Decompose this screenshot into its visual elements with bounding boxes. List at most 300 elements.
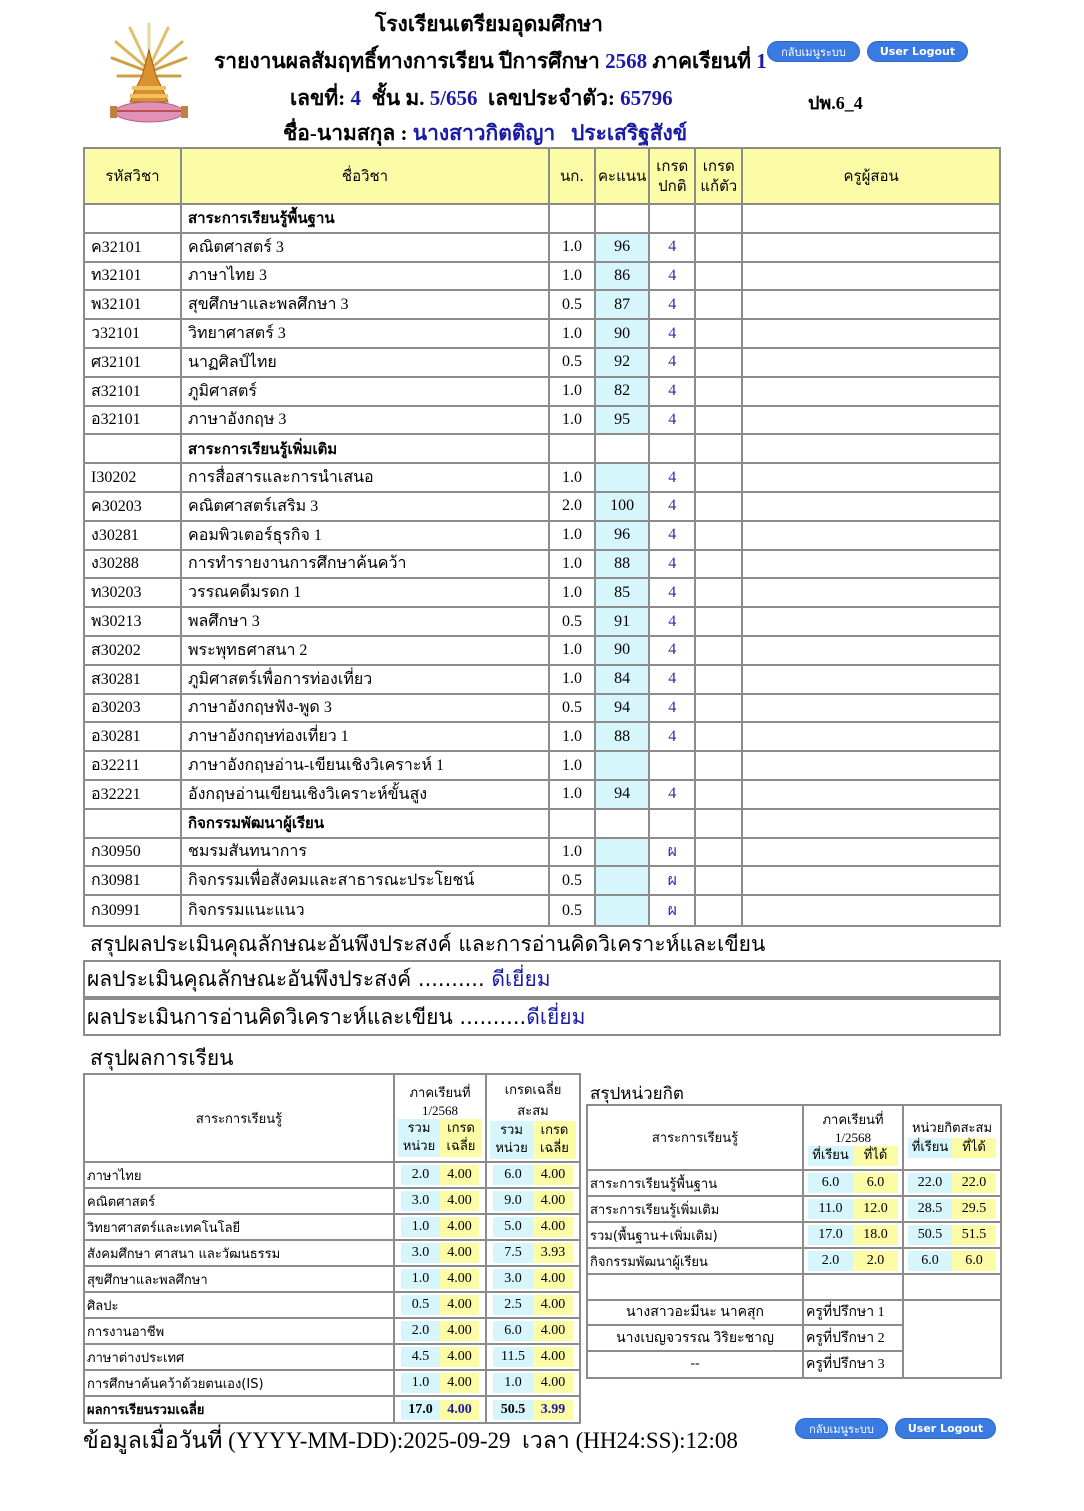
header-grade-normal-2: ปกติ	[658, 177, 687, 195]
subject-name: ภาษาอังกฤษท่องเที่ยว 1	[182, 723, 550, 752]
subject-teacher	[743, 839, 999, 868]
subject-credits: 0.5	[550, 291, 596, 320]
subject-name: ภูมิศาสตร์เพื่อการท่องเที่ยว	[182, 666, 550, 695]
student-number: 4	[350, 86, 361, 110]
subject-grade	[650, 752, 696, 781]
subject-code: ก30950	[85, 839, 182, 868]
credits-cum	[904, 1223, 1000, 1249]
summary-header-term	[395, 1075, 487, 1163]
subject-row	[85, 378, 999, 407]
subject-score: 94	[596, 781, 650, 810]
subject-code: ส30281	[85, 666, 182, 695]
logout-button-bottom[interactable]: User Logout	[895, 1418, 996, 1439]
summary-term-right: 4.00	[440, 1373, 479, 1393]
summary-cum-left: 5.0	[493, 1217, 533, 1237]
credits-term	[804, 1223, 904, 1249]
credits-cum-left: 6.0	[908, 1251, 952, 1271]
summary-term-left: 3.0	[401, 1243, 440, 1263]
subject-name: กิจกรรมเพื่อสังคมและสาธารณะประโยชน์	[182, 867, 550, 896]
subject-regrade	[696, 695, 743, 724]
summary-cum	[487, 1345, 579, 1371]
credits-term-right: 2.0	[853, 1251, 898, 1271]
subject-score: 87	[596, 291, 650, 320]
section-teacher-cell	[743, 810, 999, 839]
characteristics-value: ดีเยี่ยม	[491, 967, 551, 991]
subject-code: ศ32101	[85, 349, 182, 378]
summary-term-values	[401, 1165, 479, 1185]
subject-score: 95	[596, 407, 650, 436]
subject-code: พ32101	[85, 291, 182, 320]
credits-row	[588, 1249, 1000, 1275]
summary-term-left: 1.0	[401, 1269, 440, 1289]
summary-total-cum-right: 3.99	[533, 1400, 573, 1420]
summary-term-values	[401, 1373, 479, 1393]
header-grade-fix	[696, 149, 743, 205]
subject-score: 92	[596, 349, 650, 378]
subject-score: 90	[596, 637, 650, 666]
credits-term-right: 18.0	[853, 1225, 898, 1245]
section-teacher-cell	[743, 435, 999, 464]
subject-credits: 0.5	[550, 867, 596, 896]
subject-credits: 1.0	[550, 723, 596, 752]
cum-earned-header: ที่ได้	[952, 1138, 996, 1158]
summary-area: สังคมศึกษา ศาสนา และวัฒนธรรม	[85, 1241, 395, 1267]
advisor-row	[588, 1301, 1000, 1327]
subject-grade: 4	[650, 378, 696, 407]
subject-name: ภาษาอังกฤษ 3	[182, 407, 550, 436]
section-title: กิจกรรมพัฒนาผู้เรียน	[182, 810, 550, 839]
subject-score: 100	[596, 493, 650, 522]
subject-score	[596, 867, 650, 896]
header-code: รหัสวิชา	[85, 149, 182, 205]
subject-name: กิจกรรมแนะแนว	[182, 896, 550, 925]
subject-code: อ30281	[85, 723, 182, 752]
subject-row	[85, 349, 999, 378]
back-to-menu-button-bottom[interactable]: กลับเมนูระบบ	[795, 1418, 888, 1439]
subject-regrade	[696, 378, 743, 407]
credits-area: กิจกรรมพัฒนาผู้เรียน	[588, 1249, 804, 1275]
subject-credits: 1.0	[550, 234, 596, 263]
subject-score	[596, 896, 650, 925]
summary-term	[395, 1241, 487, 1267]
credits-term-subheaders	[808, 1146, 898, 1166]
cum-units-header: รวม หน่วย	[490, 1121, 533, 1159]
subject-credits: 1.0	[550, 666, 596, 695]
subject-code: ก30981	[85, 867, 182, 896]
subject-row	[85, 839, 999, 868]
summary-cum-right: 3.93	[533, 1243, 573, 1263]
summary-total-term	[395, 1397, 487, 1422]
subject-row	[85, 407, 999, 436]
credits-term	[804, 1197, 904, 1223]
summary-term	[395, 1189, 487, 1215]
summary-cum-right: 4.00	[533, 1295, 573, 1315]
summary-cum-left: 2.5	[493, 1295, 533, 1315]
header-score: คะแนน	[596, 149, 650, 205]
summary-term	[395, 1371, 487, 1397]
grades-header-row	[85, 149, 999, 205]
section-credits-cell	[550, 810, 596, 839]
credits-area: สาระการเรียนรู้พื้นฐาน	[588, 1171, 804, 1197]
report-title-prefix: รายงานผลสัมฤทธิ์ทางการเรียน ปีการศึกษา	[214, 49, 600, 73]
subject-teacher	[743, 234, 999, 263]
summary-cum-values	[493, 1295, 573, 1315]
subject-teacher	[743, 608, 999, 637]
subject-grade: 4	[650, 522, 696, 551]
subject-code: อ32101	[85, 407, 182, 436]
subject-grade: 4	[650, 666, 696, 695]
summary-header-term-1: ภาคเรียนที่	[409, 1085, 471, 1101]
summary-cum-values	[493, 1321, 573, 1341]
subject-score	[596, 839, 650, 868]
summary-term-subheaders	[398, 1119, 482, 1157]
subject-name: วรรณคดีมรดก 1	[182, 579, 550, 608]
summary-total-row	[85, 1397, 579, 1422]
subject-regrade	[696, 637, 743, 666]
subject-teacher	[743, 291, 999, 320]
subject-grade: ผ	[650, 867, 696, 896]
credits-cum-values	[908, 1173, 996, 1193]
summary-term-values	[401, 1191, 479, 1211]
subject-row	[85, 608, 999, 637]
summary-cum-values	[493, 1165, 573, 1185]
summary-term-left: 4.5	[401, 1347, 440, 1367]
section-title: สาระการเรียนรู้พื้นฐาน	[182, 205, 550, 234]
summary-row	[85, 1163, 579, 1189]
summary-term-left: 2.0	[401, 1165, 440, 1185]
back-to-menu-button[interactable]: กลับเมนูระบบ	[767, 41, 860, 62]
subject-code: อ32221	[85, 781, 182, 810]
subject-score: 96	[596, 522, 650, 551]
summary-area: ศิลปะ	[85, 1293, 395, 1319]
summary-term-values	[401, 1347, 479, 1367]
subject-name: พลศึกษา 3	[182, 608, 550, 637]
header-grade-fix-1: เกรด	[702, 157, 735, 175]
subject-name: ภาษาไทย 3	[182, 263, 550, 292]
name-label: ชื่อ-นามสกุล :	[283, 121, 408, 145]
summary-cum-left: 6.0	[493, 1321, 533, 1341]
credits-header-area: สาระการเรียนรู้	[588, 1106, 804, 1171]
summary-area: ภาษาต่างประเทศ	[85, 1345, 395, 1371]
credits-header-term-2: 1/2568	[834, 1130, 872, 1145]
credits-term-right: 6.0	[853, 1173, 898, 1193]
summary-row	[85, 1241, 579, 1267]
subject-credits: 1.0	[550, 320, 596, 349]
summary-area: การศึกษาค้นคว้าด้วยตนเอง(IS)	[85, 1371, 395, 1397]
credits-row	[588, 1171, 1000, 1197]
subject-teacher	[743, 349, 999, 378]
summary-cum	[487, 1189, 579, 1215]
subject-regrade	[696, 723, 743, 752]
subject-row	[85, 637, 999, 666]
subject-code: ส32101	[85, 378, 182, 407]
section-regrade-cell	[696, 435, 743, 464]
summary-title: สรุปผลการเรียน	[90, 1046, 234, 1070]
summary-term-values	[401, 1321, 479, 1341]
subject-teacher	[743, 695, 999, 724]
subject-row	[85, 263, 999, 292]
summary-cum	[487, 1371, 579, 1397]
subject-grade: 4	[650, 291, 696, 320]
summary-term	[395, 1163, 487, 1189]
credits-cum	[904, 1197, 1000, 1223]
credits-header-cum	[904, 1106, 1000, 1171]
summary-term-right: 4.00	[440, 1191, 479, 1211]
credits-cum-right: 29.5	[952, 1199, 996, 1219]
cum-studied-header: ที่เรียน	[908, 1138, 952, 1158]
summary-term-right: 4.00	[440, 1269, 479, 1289]
credits-term-right: 12.0	[853, 1199, 898, 1219]
subject-teacher	[743, 896, 999, 925]
summary-term-right: 4.00	[440, 1243, 479, 1263]
credits-table	[586, 1104, 1002, 1379]
subject-teacher	[743, 752, 999, 781]
subject-code: ว32101	[85, 320, 182, 349]
subject-grade: 4	[650, 349, 696, 378]
subject-teacher	[743, 781, 999, 810]
summary-term-right: 4.00	[440, 1347, 479, 1367]
section-code-cell	[85, 810, 182, 839]
subject-code: ค30203	[85, 493, 182, 522]
summary-cum-left: 3.0	[493, 1269, 533, 1289]
advisor-role: ครูที่ปรึกษา 1	[804, 1301, 904, 1327]
section-score-cell	[596, 810, 650, 839]
summary-term	[395, 1319, 487, 1345]
credits-header-cum-label: หน่วยกิตสะสม	[911, 1121, 993, 1136]
summary-cum-right: 4.00	[533, 1321, 573, 1341]
student-info	[290, 82, 673, 115]
subject-score	[596, 752, 650, 781]
subject-credits: 1.0	[550, 752, 596, 781]
school-emblem-logo	[108, 20, 190, 130]
summary-cum	[487, 1293, 579, 1319]
subject-grade: 4	[650, 551, 696, 580]
credits-term-left: 2.0	[808, 1251, 853, 1271]
subject-teacher	[743, 522, 999, 551]
header-grade-normal-1: เกรด	[656, 157, 689, 175]
summary-term	[395, 1215, 487, 1241]
summary-row	[85, 1215, 579, 1241]
summary-term-left: 2.0	[401, 1321, 440, 1341]
subject-teacher	[743, 637, 999, 666]
subject-grade: 4	[650, 407, 696, 436]
credits-cum-left: 22.0	[908, 1173, 952, 1193]
subject-name: ภาษาอังกฤษฟัง-พูด 3	[182, 695, 550, 724]
subject-score: 82	[596, 378, 650, 407]
subject-code: ค32101	[85, 234, 182, 263]
summary-cum-right: 4.00	[533, 1347, 573, 1367]
subject-grade: 4	[650, 695, 696, 724]
section-grade-cell	[650, 810, 696, 839]
logout-button[interactable]: User Logout	[867, 41, 968, 62]
subject-row	[85, 695, 999, 724]
summary-area: วิทยาศาสตร์และเทคโนโลยี	[85, 1215, 395, 1241]
subject-grade: 4	[650, 781, 696, 810]
subject-credits: 1.0	[550, 378, 596, 407]
subject-credits: 1.0	[550, 522, 596, 551]
class-label: ชั้น ม.	[371, 86, 425, 110]
subject-regrade	[696, 839, 743, 868]
credits-row	[588, 1197, 1000, 1223]
subject-teacher	[743, 723, 999, 752]
subject-regrade	[696, 234, 743, 263]
student-name-line	[283, 117, 687, 150]
term-studied-header: ที่เรียน	[808, 1146, 853, 1166]
grades-table	[83, 147, 1001, 927]
subject-grade: 4	[650, 320, 696, 349]
blank-cell	[588, 1275, 804, 1301]
subject-credits: 1.0	[550, 781, 596, 810]
reading-label: ผลประเมินการอ่านคิดวิเคราะห์และเขียน ..........	[87, 1005, 527, 1029]
subject-code: พ30213	[85, 608, 182, 637]
section-score-cell	[596, 205, 650, 234]
summary-total-cum-values	[493, 1400, 573, 1420]
credits-term	[804, 1249, 904, 1275]
form-code: ปพ.6_4	[808, 93, 863, 113]
section-code-cell	[85, 435, 182, 464]
subject-credits: 1.0	[550, 579, 596, 608]
subject-regrade	[696, 522, 743, 551]
cum-gpa-header: เกรด เฉลี่ย	[533, 1121, 576, 1159]
subject-grade: 4	[650, 579, 696, 608]
summary-cum-right: 4.00	[533, 1165, 573, 1185]
summary-term-left: 1.0	[401, 1373, 440, 1393]
subject-regrade	[696, 896, 743, 925]
subject-grade: 4	[650, 263, 696, 292]
subject-row	[85, 723, 999, 752]
subject-regrade	[696, 493, 743, 522]
subject-name: การทำรายงานการศึกษาค้นคว้า	[182, 551, 550, 580]
advisor-role: ครูที่ปรึกษา 2	[804, 1326, 904, 1352]
credits-cum-values	[908, 1251, 996, 1271]
subject-row	[85, 234, 999, 263]
subject-grade: 4	[650, 234, 696, 263]
subject-credits: 1.0	[550, 551, 596, 580]
subject-regrade	[696, 407, 743, 436]
section-grade-cell	[650, 205, 696, 234]
advisor-name: --	[588, 1352, 804, 1378]
summary-cum-values	[493, 1243, 573, 1263]
subject-row	[85, 752, 999, 781]
summary-term-left: 0.5	[401, 1295, 440, 1315]
subject-score: 85	[596, 579, 650, 608]
credits-title: สรุปหน่วยกิต	[590, 1084, 684, 1104]
subject-row	[85, 464, 999, 493]
summary-cum-left: 9.0	[493, 1191, 533, 1211]
student-class: 5/656	[429, 86, 478, 110]
subject-name: วิทยาศาสตร์ 3	[182, 320, 550, 349]
subject-name: ชมรมสันทนาการ	[182, 839, 550, 868]
characteristics-label: ผลประเมินคุณลักษณะอันพึงประสงค์ ..........	[87, 967, 492, 991]
credits-cum-values	[908, 1225, 996, 1245]
credits-term-left: 6.0	[808, 1173, 853, 1193]
credits-term-values	[808, 1199, 898, 1219]
summary-row	[85, 1293, 579, 1319]
subject-score: 86	[596, 263, 650, 292]
section-teacher-cell	[743, 205, 999, 234]
school-name: โรงเรียนเตรียมอุดมศึกษา	[375, 12, 603, 36]
summary-row	[85, 1189, 579, 1215]
subject-regrade	[696, 464, 743, 493]
semester-value: 1	[756, 49, 767, 73]
summary-cum	[487, 1241, 579, 1267]
summary-row	[85, 1345, 579, 1371]
subject-name: อังกฤษอ่านเขียนเชิงวิเคราะห์ขั้นสูง	[182, 781, 550, 810]
credits-cum-right: 22.0	[952, 1173, 996, 1193]
credits-cum	[904, 1249, 1000, 1275]
credits-area: รวม(พื้นฐาน+เพิ่มเติม)	[588, 1223, 804, 1249]
advisor-name: นางเบญจวรรณ วิริยะชาญ	[588, 1326, 804, 1352]
summary-cum	[487, 1319, 579, 1345]
subject-name: นาฏศิลป์ไทย	[182, 349, 550, 378]
term-earned-header: ที่ได้	[853, 1146, 898, 1166]
summary-cum	[487, 1267, 579, 1293]
summary-cum-subheaders	[490, 1121, 576, 1159]
subject-name: ภาษาอังกฤษอ่าน-เขียนเชิงวิเคราะห์ 1	[182, 752, 550, 781]
credits-term-values	[808, 1173, 898, 1193]
subject-name: พระพุทธศาสนา 2	[182, 637, 550, 666]
subject-credits: 1.0	[550, 839, 596, 868]
subject-name: ภูมิศาสตร์	[182, 378, 550, 407]
summary-area: ภาษาไทย	[85, 1163, 395, 1189]
summary-term-values	[401, 1269, 479, 1289]
section-grade-cell	[650, 435, 696, 464]
summary-cum-right: 4.00	[533, 1191, 573, 1211]
summary-term	[395, 1293, 487, 1319]
summary-cum-left: 1.0	[493, 1373, 533, 1393]
section-regrade-cell	[696, 810, 743, 839]
summary-header-area: สาระการเรียนรู้	[85, 1075, 395, 1163]
header-subject: ชื่อวิชา	[182, 149, 550, 205]
subject-score	[596, 464, 650, 493]
credits-row	[588, 1223, 1000, 1249]
subject-grade: 4	[650, 464, 696, 493]
summary-term-values	[401, 1217, 479, 1237]
credits-term-left: 11.0	[808, 1199, 853, 1219]
summary-total-term-left: 17.0	[401, 1400, 440, 1420]
subject-regrade	[696, 752, 743, 781]
summary-total-term-values	[401, 1400, 479, 1420]
summary-term-values	[401, 1295, 479, 1315]
term-units-header: รวม หน่วย	[398, 1119, 440, 1157]
subject-row	[85, 666, 999, 695]
section-row	[85, 810, 999, 839]
summary-row	[85, 1267, 579, 1293]
subject-credits: 0.5	[550, 608, 596, 637]
student-id: 65796	[620, 86, 673, 110]
summary-header-cum	[487, 1075, 579, 1163]
subject-regrade	[696, 579, 743, 608]
academic-year: 2568	[605, 49, 648, 73]
summary-header-cum-2: สะสม	[517, 1104, 549, 1119]
subject-grade: 4	[650, 493, 696, 522]
summary-term	[395, 1267, 487, 1293]
subject-credits: 1.0	[550, 637, 596, 666]
subject-regrade	[696, 551, 743, 580]
summary-area: การงานอาชีพ	[85, 1319, 395, 1345]
subject-teacher	[743, 378, 999, 407]
subject-row	[85, 320, 999, 349]
subject-code: ส30202	[85, 637, 182, 666]
subject-code: ท30203	[85, 579, 182, 608]
summary-term-right: 4.00	[440, 1165, 479, 1185]
subject-name: คอมพิวเตอร์ธุรกิจ 1	[182, 522, 550, 551]
subject-grade: 4	[650, 608, 696, 637]
section-row	[85, 205, 999, 234]
credits-header-term-1: ภาคเรียนที่	[822, 1113, 884, 1128]
subject-code: ง30281	[85, 522, 182, 551]
summary-term-left: 3.0	[401, 1191, 440, 1211]
